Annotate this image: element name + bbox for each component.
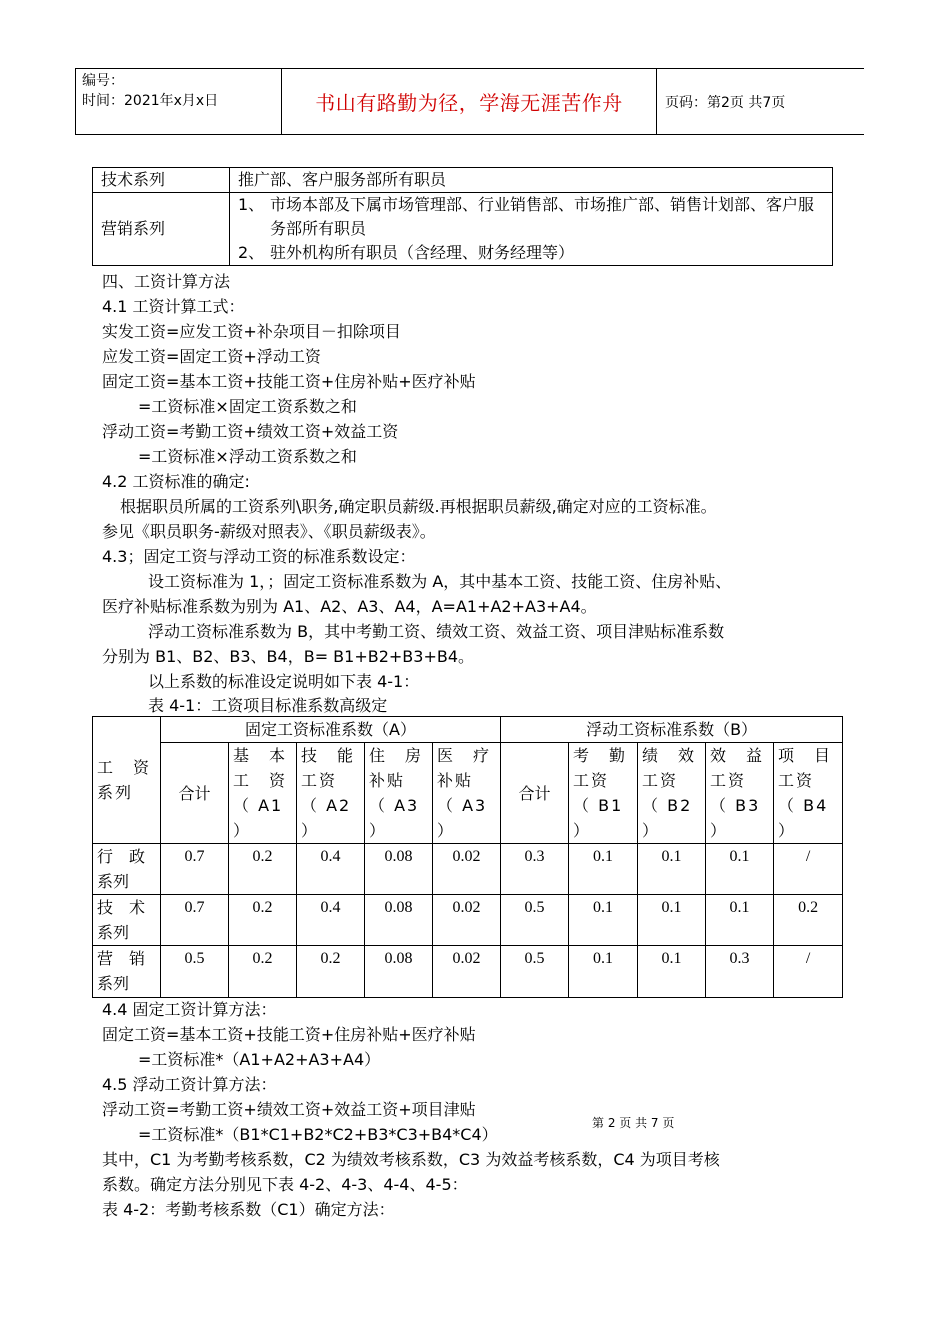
paragraph: 设工资标准为 1，；固定工资标准系数为 A，其中基本工资、技能工资、住房补贴、: [148, 572, 732, 591]
column-header: 医 疗 补贴 （ A3 ）: [433, 743, 501, 844]
row-label-line: 技 术: [97, 898, 146, 917]
table-cell: 0.2: [229, 844, 297, 895]
table-cell: 0.1: [638, 844, 706, 895]
header-motto: 书山有路勤为径，学海无涯苦作舟: [282, 69, 657, 135]
paragraph: 医疗补贴标准系数为别为 A1、A2、A3、A4，A=A1+A2+A3+A4。: [102, 597, 597, 616]
subsection-title: 4.3；固定工资与浮动工资的标准系数设定：: [102, 547, 416, 566]
paragraph: 根据职员所属的工资系列\职务,确定职员薪级.再根据职员薪级,确定对应的工资标准。: [120, 497, 717, 516]
paragraph: 系数。确定方法分别见下表 4-2、4-3、4-4、4-5：: [102, 1175, 468, 1194]
table-cell: 0.2: [774, 895, 843, 946]
paragraph: 以上系数的标准设定说明如下表 4-1：: [148, 672, 420, 691]
column-header: 技 能 工资 （ A2 ）: [297, 743, 365, 844]
formula-line: 浮动工资=考勤工资+绩效工资+效益工资: [102, 422, 399, 441]
page-header: [75, 68, 864, 135]
series-members: [230, 193, 833, 266]
row-label-line: 系列: [97, 923, 130, 942]
table-cell: 0.1: [638, 895, 706, 946]
subsection-title: 4.5 浮动工资计算方法：: [102, 1075, 277, 1094]
row-label-line: 系列: [97, 974, 130, 993]
list-number: 2、: [238, 243, 265, 262]
float-total-header: 合计: [501, 743, 569, 844]
column-header: 效 益 工资 （ B3 ）: [706, 743, 774, 844]
table-row: [93, 895, 843, 946]
list-item: [238, 193, 824, 241]
fixed-coef-header: 固定工资标准系数（A）: [161, 717, 501, 743]
table-cell: 0.1: [638, 946, 706, 998]
coefficient-table: [92, 716, 843, 998]
table-cell: /: [774, 946, 843, 998]
time-label: 时间：2021年x月x日: [82, 93, 219, 109]
paragraph: 参见《职员职务-薪级对照表》、《职员薪级表》。: [102, 522, 436, 541]
table-cell: 0.2: [297, 946, 365, 998]
row-label-line: 行 政: [97, 847, 146, 866]
table-cell: 0.1: [569, 895, 638, 946]
list-text: 市场本部及下属市场管理部、行业销售部、市场推广部、销售计划部、客户服务部所有职员: [270, 195, 815, 238]
table-cell: 0.7: [161, 844, 229, 895]
subsection-title: 4.2 工资标准的确定:: [102, 472, 250, 491]
paragraph: 浮动工资标准系数为 B，其中考勤工资、绩效工资、效益工资、项目津贴标准系数: [148, 622, 725, 641]
table-cell: 0.1: [569, 844, 638, 895]
series-table: [92, 167, 833, 266]
formula-line: 固定工资=基本工资+技能工资+住房补贴+医疗补贴: [102, 1025, 476, 1044]
number-label: 编号：: [82, 73, 124, 89]
table-cell: /: [774, 844, 843, 895]
subsection-title: 4.4 固定工资计算方法：: [102, 1000, 277, 1019]
table-cell: 0.02: [433, 844, 501, 895]
formula-line: =工资标准*（B1*C1+B2*C2+B3*C3+B4*C4）: [138, 1125, 498, 1144]
table-cell: 0.08: [365, 844, 433, 895]
corner-header: 工 资 系列: [93, 717, 161, 844]
table-row: [93, 168, 833, 193]
table-cell: 0.4: [297, 844, 365, 895]
table-cell: 0.5: [501, 946, 569, 998]
series-name: 营销系列: [93, 193, 230, 266]
formula-line: 浮动工资=考勤工资+绩效工资+效益工资+项目津贴: [102, 1100, 476, 1119]
table-cell: 0.1: [569, 946, 638, 998]
formula-line: =工资标准×浮动工资系数之和: [138, 447, 357, 466]
table-cell: 0.5: [161, 946, 229, 998]
table-cell: 0.02: [433, 946, 501, 998]
table-row: [93, 844, 843, 895]
table-cell: 0.08: [365, 895, 433, 946]
list-number: 1、: [238, 195, 265, 214]
table-row: [93, 193, 833, 266]
row-label-line: 系列: [97, 872, 130, 891]
table-cell: 0.2: [229, 895, 297, 946]
column-header: 项 目 工资 （ B4 ）: [774, 743, 843, 844]
table-caption: 表 4-2：考勤考核系数（C1）确定方法：: [102, 1200, 395, 1219]
list-item: [238, 241, 824, 265]
table-cell: 0.02: [433, 895, 501, 946]
row-label-line: 营 销: [97, 949, 146, 968]
header-page-info: 页码：第2页 共7页: [665, 94, 786, 111]
table-caption: 表 4-1：工资项目标准系数高级定: [148, 696, 388, 715]
formula-line: 应发工资=固定工资+浮动工资: [102, 347, 321, 366]
table-cell: 0.3: [501, 844, 569, 895]
table-cell: 0.4: [297, 895, 365, 946]
column-header: 住 房 补贴 （ A3 ）: [365, 743, 433, 844]
column-header: 基 本 工 资 （ A1 ）: [229, 743, 297, 844]
series-members: 推广部、客户服务部所有职员: [230, 168, 833, 193]
table-cell: 0.2: [229, 946, 297, 998]
table-cell: 0.7: [161, 895, 229, 946]
table-header-row: [93, 717, 843, 743]
fixed-total-header: 合计: [161, 743, 229, 844]
row-label: [93, 895, 161, 946]
subsection-title: 4.1 工资计算工式：: [102, 297, 245, 316]
page-footer-note: 第 2 页 共 7 页: [592, 1116, 675, 1130]
table-cell: 0.1: [706, 895, 774, 946]
formula-line: 实发工资=应发工资+补杂项目－扣除项目: [102, 322, 401, 341]
formula-line: 固定工资=基本工资+技能工资+住房补贴+医疗补贴: [102, 372, 476, 391]
table-cell: 0.08: [365, 946, 433, 998]
row-label: [93, 946, 161, 998]
table-cell: 0.3: [706, 946, 774, 998]
row-label: [93, 844, 161, 895]
column-header: 考 勤 工资 （ B1 ）: [569, 743, 638, 844]
table-cell: 0.5: [501, 895, 569, 946]
table-header-row: [93, 743, 843, 844]
series-name: 技术系列: [93, 168, 230, 193]
paragraph: 分别为 B1、B2、B3、B4，B= B1+B2+B3+B4。: [102, 647, 475, 666]
table-cell: 0.1: [706, 844, 774, 895]
paragraph: 其中，C1 为考勤考核系数，C2 为绩效考核系数，C3 为效益考核系数，C4 为项目考核: [102, 1150, 720, 1169]
formula-line: =工资标准×固定工资系数之和: [138, 397, 357, 416]
list-text: 驻外机构所有职员（含经理、财务经理等）: [270, 243, 575, 262]
column-header: 绩 效 工资 （ B2 ）: [638, 743, 706, 844]
header-meta: [76, 69, 282, 135]
float-coef-header: 浮动工资标准系数（B）: [501, 717, 843, 743]
table-row: [93, 946, 843, 998]
formula-line: =工资标准*（A1+A2+A3+A4）: [138, 1050, 381, 1069]
section-title: 四、工资计算方法: [102, 272, 231, 291]
